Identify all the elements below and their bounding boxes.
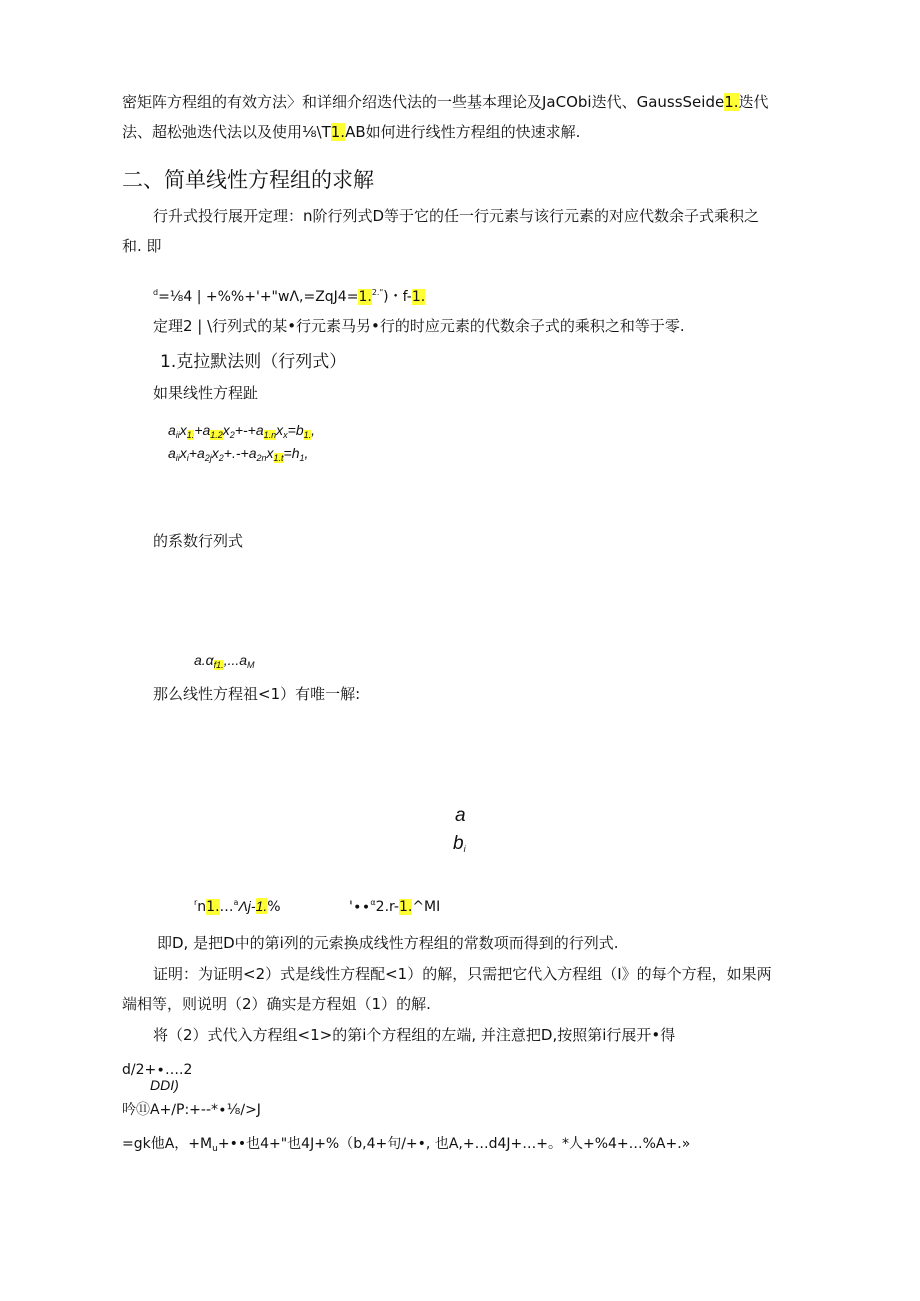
intro-text: 迭代 bbox=[738, 93, 769, 111]
intro-line-1 bbox=[122, 92, 769, 112]
eq-part: x bbox=[179, 445, 187, 461]
section-heading: 二、简单线性方程组的求解 bbox=[122, 168, 374, 192]
eq-part: , bbox=[311, 422, 316, 438]
eq-part: x bbox=[179, 422, 187, 438]
calc-line-1: d/2+∙….2 bbox=[122, 1062, 193, 1078]
sol-sup: α bbox=[370, 898, 376, 907]
substitute-line: 将（2）式代入方程组<1>的第i个方程组的左端, 并注意把D,按照第i行展开•得 bbox=[153, 1026, 676, 1044]
eq-part: x bbox=[211, 445, 219, 461]
formula-sup: d bbox=[153, 288, 159, 297]
intro-text: AB如何进行线性方程组的快速求解. bbox=[345, 123, 581, 141]
calc-line-4 bbox=[122, 1134, 690, 1159]
highlight-mark: 1. bbox=[206, 899, 220, 915]
highlight-mark: 1. bbox=[724, 93, 739, 111]
highlight-mark: 1. bbox=[330, 123, 346, 141]
sol-sup: a bbox=[233, 898, 239, 907]
eq-part: a bbox=[168, 422, 176, 438]
sol-text: 2.r- bbox=[375, 899, 399, 915]
theorem1-line-1: 行升式投行展开定理：n阶行列式D等于它的任一行元素与该行元素的对应代数余子式乘积之 bbox=[153, 207, 760, 225]
coef-det-line: 的系数行列式 bbox=[153, 532, 244, 550]
calc-text: =gk他A，+M bbox=[122, 1136, 213, 1152]
eq-part: x bbox=[222, 422, 230, 438]
equation-line-1 bbox=[168, 420, 315, 445]
formula-line bbox=[153, 283, 425, 307]
eq-part: +.-+a bbox=[223, 445, 257, 461]
eq-sub: ii bbox=[175, 430, 180, 440]
formula-sup: 2." bbox=[371, 288, 384, 297]
eq-sub: 2n bbox=[256, 453, 267, 463]
equation-line-2 bbox=[168, 443, 308, 468]
eq-sub: 1 bbox=[299, 453, 305, 463]
calc-sub: u bbox=[212, 1144, 218, 1154]
eq-sub: ii bbox=[175, 453, 180, 463]
intro-text: 密矩阵方程组的有效方法〉和详细介绍迭代法的一些基本理论及JaCObi迭代、GaussSeide bbox=[122, 93, 725, 111]
eq-part: +a bbox=[188, 445, 205, 461]
proof-line-1: 证明：为证明<2）式是线性方程配<1）的解，只需把它代入方程组（I》的每个方程，如果两 bbox=[153, 965, 772, 983]
eq-part: , bbox=[304, 445, 309, 461]
intro-line-2 bbox=[122, 122, 580, 142]
highlight-mark: 1. bbox=[358, 289, 372, 305]
eq-part: x bbox=[276, 422, 284, 438]
sol-text: … bbox=[219, 899, 234, 915]
solution-line-right bbox=[349, 893, 440, 917]
calc-line-3: 吟⑪A+∕P:+--*∙⅛∕>J bbox=[122, 1102, 261, 1118]
det-text: a.α bbox=[194, 652, 214, 668]
unique-solution-line: 那么线性方程祖<1）有唯一解: bbox=[153, 685, 361, 703]
sol-text: Λj- bbox=[238, 898, 256, 914]
proof-line-2: 端相等，则说明（2）确实是方程姐（1）的解. bbox=[122, 995, 431, 1013]
formula-text: )・f- bbox=[383, 289, 412, 305]
eq-part: =b bbox=[287, 422, 304, 438]
highlight-mark: 1. bbox=[255, 898, 268, 914]
eq-part: +-+a bbox=[234, 422, 264, 438]
highlight-mark: 1. bbox=[411, 289, 426, 305]
eq-part: x bbox=[266, 445, 274, 461]
eq-sub: x bbox=[283, 430, 288, 440]
highlight-mark: 1.n bbox=[263, 430, 277, 440]
highlight-mark: 1. bbox=[398, 899, 413, 915]
sol-sup: r bbox=[194, 898, 198, 907]
eq-part: =h bbox=[283, 445, 300, 461]
sol-text: ^MI bbox=[412, 899, 441, 915]
frac-den-text: b bbox=[453, 833, 464, 854]
theorem1-line-2: 和. 即 bbox=[122, 237, 162, 255]
highlight-mark: 1. bbox=[303, 430, 312, 440]
det-element-line bbox=[194, 650, 255, 675]
intro-text: 法、超松弛迭代法以及使用⅛\T bbox=[122, 123, 331, 141]
fraction-numerator: a bbox=[455, 805, 466, 826]
sol-text: % bbox=[267, 899, 281, 915]
highlight-mark: 1.t bbox=[273, 453, 284, 463]
calc-text: +••也4+"也4J+%（b,4+句/+•, 也A,+…d4J+…+。*人+%4+…%A+.» bbox=[217, 1136, 691, 1152]
eq-sub: 2 bbox=[229, 430, 235, 440]
det-text: ,...a bbox=[223, 652, 248, 668]
highlight-mark: f1. bbox=[213, 660, 224, 670]
highlight-mark: 1.2 bbox=[210, 430, 223, 440]
subsection-heading: 1.克拉默法则（行列式） bbox=[160, 352, 347, 372]
eq-sub: i bbox=[186, 453, 189, 463]
eq-sub: 2j bbox=[204, 453, 212, 463]
det-sub: M bbox=[247, 660, 255, 670]
sol-text: '∙∙ bbox=[349, 899, 371, 915]
if-line: 如果线性方程趾 bbox=[153, 384, 259, 402]
fraction-denominator bbox=[453, 833, 466, 860]
eq-part: a bbox=[168, 445, 176, 461]
frac-den-sub: i bbox=[463, 844, 466, 854]
calc-line-2: DDI) bbox=[150, 1077, 179, 1093]
explain-line: 即D, 是把D中的第i列的元索换成线性方程组的常数项而得到的行列式. bbox=[157, 934, 619, 952]
theorem2-line: 定理2 | \行列式的某•行元素马另•行的时应元素的代数余子式的乘积之和等于零. bbox=[153, 317, 685, 335]
highlight-mark: 1. bbox=[186, 430, 195, 440]
eq-part: +a bbox=[194, 422, 211, 438]
eq-sub: 2 bbox=[218, 453, 224, 463]
sol-text: n bbox=[197, 899, 207, 915]
formula-text: =⅛4 | +%%+'+"wΛ,=ZqJ4= bbox=[158, 289, 359, 305]
solution-line-left bbox=[194, 893, 281, 917]
